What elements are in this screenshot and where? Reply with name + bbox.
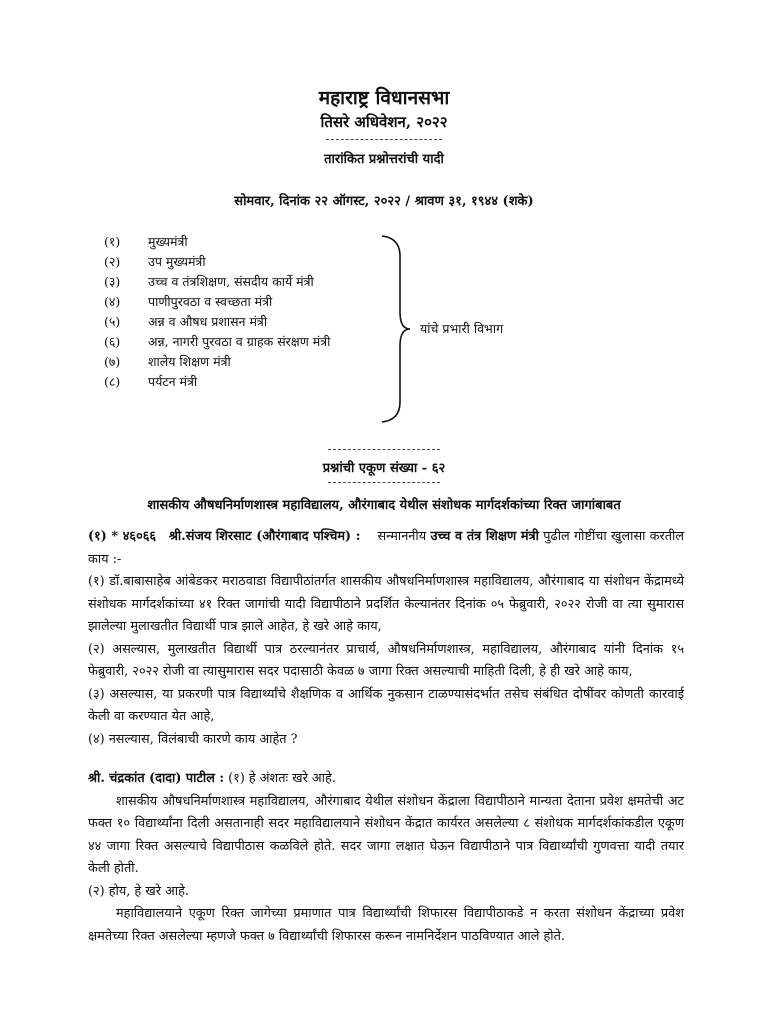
- minister-label: उप मुख्यमंत्री: [148, 254, 206, 269]
- date-line: सोमवार, दिनांक २२ ऑगस्ट, २०२२ / श्रावण ३१, १९४४ (शके): [234, 194, 534, 209]
- minister-item: [104, 352, 394, 372]
- divider: [328, 482, 440, 483]
- question-part: (१) डॉ.बाबासाहेब आंबेडकर मराठवाडा विद्यापीठांतर्गत शासकीय औषधनिर्माणशास्त्र महाविद्यालय, औरंगाबाद या संशोधन केंद्रामध्ये संशोधक मार्गदर्शकांच्या ४१ रिक्त जागांची यादी विद्यापीठाने प्रदर्शित केल्यानंतर दिनांक ०५ फेब्रुवारी, २०२२ रोजी वा त्या सुमारास झालेल्या मुलाखतीत विद्यार्थी पात्र झाले आहेत, हे खरे आहे काय,: [88, 574, 684, 634]
- minister-item: [104, 332, 360, 352]
- item-number: (७): [104, 354, 121, 369]
- question-part: (३) असल्यास, या प्रकरणी पात्र विद्यार्थ्यांचे शैक्षणिक व आर्थिक नुकसान टाळण्यासंदर्भात तसेच संबंधित दोषींवर कोणती कारवाई केली वा करण्यात येत आहे,: [88, 686, 684, 724]
- question-block: [88, 526, 684, 751]
- item-number: (३): [104, 274, 121, 289]
- minister-item: [104, 252, 394, 272]
- item-number: (१): [104, 234, 121, 249]
- minister-label: अन्न, नागरी पुरवठा व ग्राहक संरक्षण मंत्री: [148, 334, 331, 349]
- answer-intro: [88, 768, 684, 791]
- minister-label: शालेय शिक्षण मंत्री: [148, 354, 231, 369]
- list-subtitle: तारांकित प्रश्नोत्तरांची यादी: [324, 152, 444, 167]
- answering-minister: श्री. चंद्रकांत (दादा) पाटील :: [88, 771, 225, 786]
- member-name: श्री.संजय शिरसाट (औरंगाबाद पश्चिम) :: [168, 529, 361, 544]
- minister-label: अन्न व औषध प्रशासन मंत्री: [148, 314, 268, 329]
- minister-item: [104, 372, 394, 392]
- answer-part: (२) होय, हे खरे आहे.: [88, 883, 189, 899]
- answer-part: (१) हे अंशतः खरे आहे.: [228, 771, 336, 786]
- item-number: (२): [104, 254, 121, 269]
- minister-item: [104, 232, 394, 252]
- right-brace: [378, 234, 412, 424]
- assembly-title: महाराष्ट्र विधानसभा: [318, 87, 450, 109]
- question-part: (४) नसल्यास, विलंबाची कारणे काय आहेत ?: [88, 731, 298, 747]
- question-tail: पुढील गोष्टींचा खुलासा करतील काय :-: [88, 529, 685, 567]
- item-number: (५): [104, 314, 121, 329]
- minister-item: [104, 312, 394, 332]
- item-number: (६): [104, 334, 121, 349]
- minister-label: पाणीपुरवठा व स्वच्छता मंत्री: [148, 294, 273, 309]
- minister-label: मुख्यमंत्री: [148, 234, 188, 249]
- minister-list: [104, 232, 394, 392]
- divider: [326, 139, 442, 140]
- question-lead: सन्माननीय: [377, 529, 427, 544]
- minister-label: पर्यटन मंत्री: [148, 374, 198, 389]
- question-part: (२) असल्यास, मुलाखतीत विद्यार्थी पात्र ठरल्यानंतर प्राचार्य, औषधनिर्माणशास्त्र, महाविद्यालय, औरंगाबाद यांनी दिनांक १५ फेब्रुवारी, २०२२ रोजी वा त्यासुमारास सदर पदासाठी केवळ ७ जागा रिक्त असल्याची माहिती दिली, हे ही खरे आहे काय,: [88, 641, 684, 679]
- item-number: (८): [104, 374, 121, 389]
- question-number: (१) * ४६०६६: [88, 529, 157, 544]
- departments-label: यांचे प्रभारी विभाग: [420, 321, 504, 336]
- session-title: तिसरे अधिवेशन, २०२२: [320, 113, 448, 131]
- question-count: प्रश्नांची एकूण संख्या - ६२: [322, 461, 446, 476]
- minister-item: [104, 292, 394, 312]
- item-number: (४): [104, 294, 121, 309]
- minister-item: [104, 272, 394, 292]
- divider: [328, 449, 440, 450]
- topic-heading: शासकीय औषधनिर्माणशास्त्र महाविद्यालय, औरंगाबाद येथील संशोधक मार्गदर्शकांच्या रिक्त जागांबाबत: [147, 498, 621, 513]
- minister-name: उच्च व तंत्र शिक्षण मंत्री: [430, 529, 539, 544]
- minister-label: उच्च व तंत्रशिक्षण, संसदीय कार्ये मंत्री: [148, 274, 314, 289]
- question-intro: [88, 526, 684, 571]
- answer-paragraph: शासकीय औषधनिर्माणशास्त्र महाविद्यालय, औरंगाबाद येथील संशोधन केंद्राला विद्यापीठाने मान्यता देताना प्रवेश क्षमतेची अट फक्त १० विद्यार्थ्यांना दिली असतानाही सदर महाविद्यालयाने संशोधन केंद्रात कार्यरत असलेल्या ८ संशोधक मार्गदर्शकांकडील एकूण ४४ जागा रिक्त असल्याचे विद्यापीठास कळविले होते. सदर जागा लक्षात घेऊन विद्यापीठाने पात्र विद्यार्थ्यांची गुणवत्ता यादी तयार केली होती.: [88, 793, 684, 876]
- answer-paragraph: महाविद्यालयाने एकूण रिक्त जागेच्या प्रमाणात पात्र विद्यार्थ्यांची शिफारस विद्यापीठाकडे न करता संशोधन केंद्राच्या प्रवेश क्षमतेच्या रिक्त असलेल्या म्हणजे फक्त ७ विद्यार्थ्यांची शिफारस करून नामनिर्देशन पाठविण्यात आले होते.: [88, 906, 684, 944]
- answer-block: [88, 768, 684, 948]
